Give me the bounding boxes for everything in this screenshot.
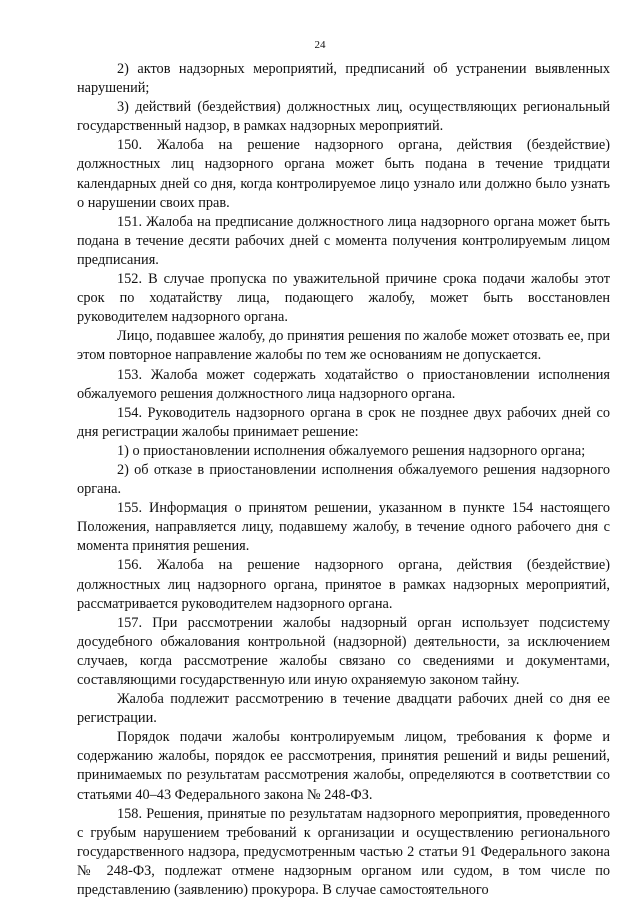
paragraph-154-item-2: 2) об отказе в приостановлении исполнения обжалуемого решения надзорного органа. — [77, 461, 610, 498]
paragraph-158: 158. Решения, принятые по результатам надзорного мероприятия, проведенного с грубым нарушением требований к организации и осуществлению регионального государственного надзора, предусмотренным частью 2 статьи 91 Федерального закона № 248-ФЗ, подлежат отмене надзорным органом или судом, в том числе по представлению (заявлению) прокурора. В случае самостоятельного — [77, 805, 610, 899]
paragraph-157-procedure: Порядок подачи жалобы контролируемым лицом, требования к форме и содержанию жалобы, порядок ее рассмотрения, принятия решений и виды решений, принимаемых по результатам рассмотрения жалобы, определяются в соответствии со статьями 40–43 Федерального закона № 248-ФЗ. — [77, 729, 610, 803]
paragraph-157-term: Жалоба подлежит рассмотрению в течение двадцати рабочих дней со дня ее регистрации. — [77, 691, 610, 727]
paragraph-152-continuation: Лицо, подавшее жалобу, до принятия решения по жалобе может отозвать ее, при этом повторное направление жалобы по тем же основаниям не допускается. — [77, 328, 610, 364]
paragraph-item-2: 2) актов надзорных мероприятий, предписаний об устранении выявленных нарушений; — [77, 61, 610, 97]
paragraph-153: 153. Жалоба может содержать ходатайство о приостановлении исполнения обжалуемого решения должностного лица надзорного органа. — [77, 366, 610, 402]
paragraph-150: 150. Жалоба на решение надзорного органа, действия (бездействие) должностных лиц надзорного органа может быть подана в течение тридцати календарных дней со дня, когда контролируемое лицо узнало или должно было узнать о нарушении своих прав. — [77, 137, 610, 211]
page-number: 24 — [314, 39, 326, 51]
paragraph-156: 156. Жалоба на решение надзорного органа, действия (бездействие) должностных лиц надзорного органа, принятое в рамках надзорных мероприятий, рассматривается руководителем надзорного органа. — [77, 557, 610, 612]
paragraph-item-3: 3) действий (бездействия) должностных лиц, осуществляющих региональный государственный надзор, в рамках надзорных мероприятий. — [77, 99, 610, 135]
paragraph-151: 151. Жалоба на предписание должностного лица надзорного органа может быть подана в течение десяти рабочих дней с момента получения контролируемым лицом предписания. — [77, 213, 610, 268]
document-body — [77, 60, 610, 900]
paragraph-155: 155. Информация о принятом решении, указанном в пункте 154 настоящего Положения, направляется лицу, подавшему жалобу, в течение одного рабочего дня с момента принятия решения. — [77, 500, 610, 555]
paragraph-154-item-1: 1) о приостановлении исполнения обжалуемого решения надзорного органа; — [117, 442, 586, 459]
paragraph-154: 154. Руководитель надзорного органа в срок не позднее двух рабочих дней со дня регистрации жалобы принимает решение: — [77, 404, 610, 440]
paragraph-152: 152. В случае пропуска по уважительной причине срока подачи жалобы этот срок по ходатайству лица, подающего жалобу, может быть восстановлен руководителем надзорного органа. — [77, 271, 610, 326]
paragraph-157: 157. При рассмотрении жалобы надзорный орган использует подсистему досудебного обжалования контрольной (надзорной) деятельности, за исключением случаев, когда рассмотрение жалобы связано со сведениями и документами, составляющими государственную или иную охраняемую законом тайну. — [77, 614, 610, 688]
